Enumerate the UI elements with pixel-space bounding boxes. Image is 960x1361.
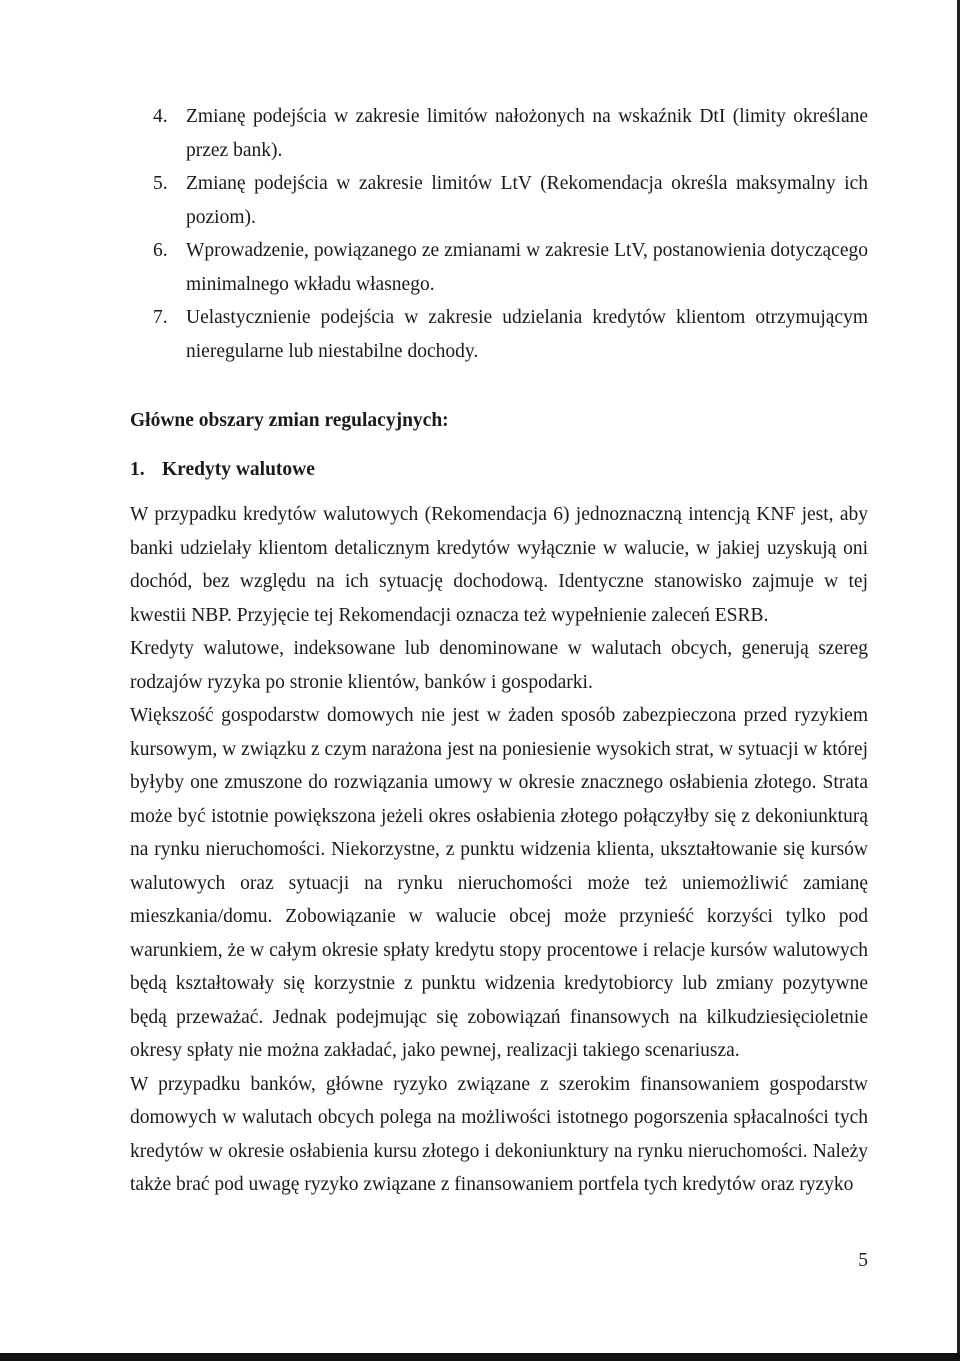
paragraph: Większość gospodarstw domowych nie jest w żaden sposób zabezpieczona przed ryzykiem kursowym, w związku z czym narażona jest na poniesienie wysokich strat, w sytuacji w której byłyby one zmuszone do rozwiązania umowy w okresie znacznego osłabienia złotego. Strata może być istotnie powiększona jeżeli okres osłabienia złotego połączyłby się z dekoniunkturą na rynku nieruchomości. Niekorzystne, z punktu widzenia klienta, ukształtowanie się kursów walutowych oraz sytuacji na rynku nieruchomości może też uniemożliwić zamianę mieszkania/domu. Zobowiązanie w walucie obcej może przynieść korzyści tylko pod warunkiem, że w całym okresie spłaty kredytu stopy procentowe i relacje kursów walutowych będą kształtowały się korzystnie z punktu widzenia kredytobiorcy lub zmiany pozytywne będą przeważać. Jednak podejmując się zobowiązań finansowych na kilkudziesięcioletnie okresy spłaty nie można zakładać, jako pewnej, realizacji takiego scenariusza. xyxy=(130,705,868,1061)
list-item-text: Uelastycznienie podejścia w zakresie udzielania kredytów klientom otrzymującym nieregularne lub niestabilne dochody. xyxy=(186,307,868,362)
page-number: 5 xyxy=(858,1250,868,1271)
numbered-list xyxy=(153,100,868,368)
list-item-number: 7. xyxy=(153,307,168,328)
subsection-heading xyxy=(130,453,315,486)
list-item xyxy=(153,301,868,368)
subsection-number: 1. xyxy=(130,459,145,480)
list-item-number: 6. xyxy=(153,240,168,261)
paragraph: W przypadku banków, główne ryzyko związane z szerokim finansowaniem gospodarstw domowych w walutach obcych polega na możliwości istotnego pogorszenia spłacalności tych kredytów w okresie osłabienia kursu złotego i dekoniunktury na rynku nieruchomości. Należy także brać pod uwagę ryzyko związane z finansowaniem portfela tych kredytów oraz ryzyko xyxy=(130,1073,868,1195)
list-item xyxy=(153,167,868,234)
list-item-text: Zmianę podejścia w zakresie limitów LtV (Rekomendacja określa maksymalny ich poziom). xyxy=(186,173,868,228)
scan-edge-bottom xyxy=(0,1353,960,1361)
list-item xyxy=(153,234,868,301)
paragraph: W przypadku kredytów walutowych (Rekomendacja 6) jednoznaczną intencją KNF jest, aby banki udzielały klientom detalicznym kredytów wyłącznie w walucie, w jakiej uzyskują oni dochód, bez względu na ich sytuację dochodową. Identyczne stanowisko zajmuje w tej kwestii NBP. Przyjęcie tej Rekomendacji oznacza też wypełnienie zaleceń ESRB. xyxy=(130,504,868,626)
list-item-number: 5. xyxy=(153,173,168,194)
list-item-text: Zmianę podejścia w zakresie limitów nałożonych na wskaźnik DtI (limity określane przez bank). xyxy=(186,106,868,161)
subsection-title: Kredyty walutowe xyxy=(162,459,315,480)
section-heading: Główne obszary zmian regulacyjnych: xyxy=(130,410,449,431)
body-text xyxy=(130,498,868,1202)
list-item-text: Wprowadzenie, powiązanego ze zmianami w zakresie LtV, postanowienia dotyczącego minimalnego wkładu własnego. xyxy=(186,240,868,295)
paragraph: Kredyty walutowe, indeksowane lub denominowane w walutach obcych, generują szereg rodzajów ryzyka po stronie klientów, banków i gospodarki. xyxy=(130,638,868,693)
list-item-number: 4. xyxy=(153,106,168,127)
list-item xyxy=(153,100,868,167)
